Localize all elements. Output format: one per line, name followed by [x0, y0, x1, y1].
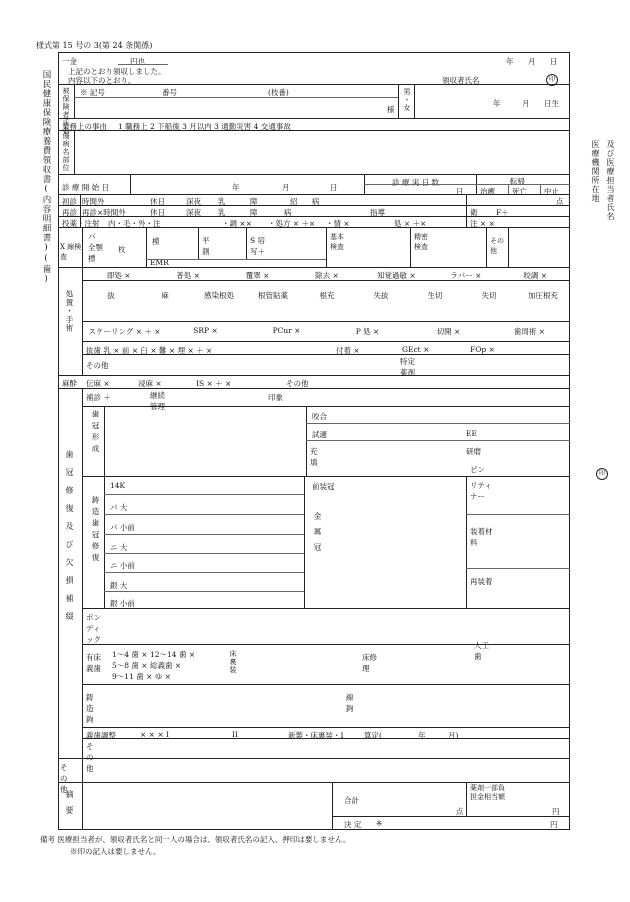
- xray-count: 枚: [118, 245, 126, 254]
- footer-note-1: 備考 医療担当者が、領収者氏名と同一人の場合は、領収者氏名の記入、押印は要しません。: [40, 835, 351, 844]
- procedure-anesthesia: 麻: [161, 291, 169, 300]
- receipt-year: 年: [506, 57, 514, 66]
- xray-full-jaw: 全顎: [88, 243, 103, 252]
- impression-label: 印象: [268, 393, 283, 402]
- floor-lining-label: 床裏装: [229, 650, 237, 674]
- procedure-devital-cut: 失切: [481, 291, 497, 300]
- copay-label: 薬剤一部負担金相当額: [470, 784, 505, 801]
- total-label: 合計: [344, 796, 359, 805]
- xray-detailed-exam: 精密検査: [414, 233, 428, 251]
- outcome-death[interactable]: 死亡: [512, 187, 527, 196]
- receipt-month: 月: [528, 57, 536, 66]
- total-point-unit: 点: [456, 807, 464, 816]
- procedure-p-treatment: P 処 ×: [355, 327, 380, 336]
- start-day: 日: [330, 183, 338, 192]
- procedure-rubber: ラバー ×: [450, 271, 482, 280]
- summary-other-label: その他: [60, 763, 68, 794]
- procedure-extract: 抜: [107, 291, 115, 300]
- filling-label: 充填: [310, 447, 318, 467]
- medication-route: 内・毛・外・注: [108, 219, 161, 228]
- reattach-label: 再装着: [470, 577, 493, 586]
- procedure-root-medicine: 根管貼薬: [258, 291, 288, 300]
- xray-pa: パ: [88, 232, 96, 241]
- mark-label: ※ 記号: [80, 88, 105, 97]
- metal-pa-large: パ 大: [110, 503, 128, 512]
- metal-ni-small: ニ 小前: [110, 561, 135, 570]
- outcome-stop[interactable]: 中止: [544, 187, 559, 196]
- denture-row-1: 1〜4 歯 × 12〜14 歯 ×: [112, 650, 196, 659]
- cast-clasp-label: 鋳造鉤: [86, 693, 94, 724]
- receipt-day: 日: [550, 57, 558, 66]
- procedure-scaling: スケーリング × ＋ ×: [88, 327, 161, 336]
- anesthesia-label: 麻酔: [62, 379, 77, 388]
- ee-label: EE: [466, 429, 477, 438]
- xray-model: 模: [152, 237, 160, 246]
- procedure-immediate: 即処 ×: [106, 271, 131, 280]
- crown-form-label: 歯冠形成: [91, 410, 100, 456]
- denture-adjust-label: 義歯調整: [86, 731, 116, 740]
- metal-14k: 14K: [110, 481, 126, 490]
- outcome-cure[interactable]: 治癒: [480, 187, 495, 196]
- trial-label: 試適: [312, 430, 327, 439]
- medication-label: 投薬・注射: [62, 219, 100, 228]
- duty-options: 1 職務上 2 下船後 3 月以内 3 通勤災害 4 交通事故: [118, 122, 291, 131]
- front-crown-label: 前装冠: [312, 482, 335, 491]
- doctor-seal-icon: 印: [596, 468, 608, 480]
- procedure-extraction-detail: 抜歯 乳 × 前 × 臼 × 難 × 埋 × ＋ ×: [86, 346, 213, 355]
- recipient-seal-icon: 印: [546, 74, 558, 86]
- amount-prefix: 一金: [62, 57, 77, 66]
- medication-prescription: ・処方 × ＋×: [268, 219, 316, 228]
- procedure-attachment: 付着 ×: [336, 346, 360, 355]
- adjust-calc: 算定(: [364, 731, 382, 740]
- decision-yen: 円: [550, 820, 558, 829]
- retainer-label: リティナー: [470, 481, 492, 501]
- recipient-label: 領収者氏名: [442, 76, 480, 85]
- honorific: 様: [387, 105, 395, 114]
- anesthesia-other: その他: [286, 379, 309, 388]
- metal-crown-label: 金属冠: [313, 512, 322, 559]
- adjust-count: × × × I: [140, 730, 169, 739]
- revisit-label: 再診: [62, 208, 77, 217]
- xray-label: X 線検査: [60, 243, 82, 261]
- procedure-normal: 普処 ×: [176, 271, 200, 280]
- birth-year: 年: [493, 99, 501, 108]
- supplement-label: 補診 ＋: [86, 393, 111, 402]
- fit-material-label: 装着材料: [470, 527, 493, 547]
- start-year: 年: [232, 183, 240, 192]
- adjust-new: 新製・床裏装・I: [288, 731, 344, 740]
- days-unit: 日: [456, 187, 464, 196]
- cast-crown-label: 鋳造歯冠修復: [91, 496, 100, 565]
- procedure-row-3: [84, 326, 570, 337]
- note-label: 摘要: [65, 790, 74, 822]
- prosthesis-label: 歯冠修復及び欠損補綴: [65, 450, 74, 630]
- duty-label: 業務上の事由: [62, 122, 107, 131]
- procedure-gect: GEct ×: [402, 345, 430, 354]
- insured-label: 被保険者氏名: [62, 87, 70, 135]
- denture-row-3: 9〜11 歯 × ゆ ×: [112, 672, 171, 681]
- start-date-label: 診 療 開 始 日: [62, 183, 110, 192]
- amount-suffix: 円也: [130, 57, 145, 66]
- procedure-vital-cut: 生切: [427, 291, 443, 300]
- procedure-periodontal: 歯周術 ×: [513, 327, 546, 336]
- bonding-label: ボンディック: [86, 613, 101, 644]
- procedure-root-fill: 根充: [319, 291, 335, 300]
- form-frame: [58, 52, 570, 830]
- procedure-pressure-fill: 加圧根充: [528, 291, 558, 300]
- sex-selector: 男・女: [403, 88, 411, 112]
- procedure-infected-root: 感染根処: [204, 291, 234, 300]
- pin-label: ピン: [470, 465, 485, 474]
- revisit-disability: 障: [250, 208, 258, 217]
- denture-row-2: 5〜8 歯 × 総義歯 ×: [112, 661, 182, 670]
- procedure-row-2: [84, 290, 570, 301]
- first-visit-hospital: 病: [312, 197, 320, 206]
- revisit-night: 深夜: [186, 208, 201, 217]
- first-visit-disability: 障: [250, 197, 258, 206]
- days-label: 診 療 実 日 数: [392, 178, 440, 187]
- form-title: 国民健康保険療養費領収書(内容明細書)(歯): [41, 70, 51, 285]
- procedure-pcur: PCur ×: [272, 326, 301, 335]
- revisit-holiday: 休日: [150, 208, 165, 217]
- adjust-month: 月): [448, 731, 459, 740]
- guidance-label: 指導: [370, 208, 385, 217]
- revisit-after-hours: 再診×時間外: [82, 208, 126, 217]
- procedure-removal: 除去 ×: [315, 271, 339, 280]
- anesthesia-infiltration: 浸麻 ×: [138, 379, 162, 388]
- receipt-statement: 上記のとおり領収しました。: [68, 67, 166, 76]
- first-visit-night: 深夜: [186, 197, 201, 206]
- adjust-level-2: II: [232, 730, 238, 739]
- floor-repair-label: 床修理: [362, 653, 377, 673]
- denture-label: 有床義歯: [86, 653, 101, 673]
- artificial-teeth-label: 人工歯: [474, 641, 489, 661]
- f-plus-label: F＋: [496, 208, 509, 217]
- procedure-srp: SRP ×: [193, 326, 218, 335]
- first-visit-label: 初診: [62, 197, 77, 206]
- metal-silver-large: 銀 大: [110, 581, 128, 590]
- anesthesia-is: IS × ＋ ×: [196, 379, 232, 388]
- birth-month: 月: [522, 99, 530, 108]
- xray-emr: EMR: [150, 258, 169, 267]
- first-visit-point-unit: 点: [556, 197, 564, 206]
- xray-s-culture: S 培: [250, 236, 266, 245]
- procedure-label: 処置・手術: [65, 290, 74, 333]
- first-visit-infant: 乳: [218, 197, 226, 206]
- procedure-fop: FOp ×: [470, 345, 495, 354]
- wire-clasp-label: 線鉤: [346, 693, 354, 713]
- medication-process: 処 × ＋×: [394, 219, 427, 228]
- procedure-incision: 切開 ×: [436, 327, 461, 336]
- adjust-year: 年: [418, 731, 426, 740]
- procedure-occlusion: 咬調 ×: [523, 271, 548, 280]
- anesthesia-conduction: 伝麻 ×: [86, 379, 110, 388]
- content-statement: 内容以下のとおり。: [68, 76, 136, 85]
- footer-note-2: ※印の記入は要しません。: [70, 847, 161, 856]
- xray-other: その他: [490, 237, 504, 255]
- branch-label: (枝番): [268, 88, 289, 97]
- decision-label: 決 定: [344, 820, 362, 829]
- procedure-devital: 失抜: [373, 291, 389, 300]
- copay-yen: 円: [552, 807, 560, 816]
- metal-ni-large: ニ 大: [110, 543, 128, 552]
- clinic-address-label: 医療機関所在地: [591, 140, 600, 203]
- first-visit-referral: 紹: [290, 197, 298, 206]
- special-material-label: 特定薬剤: [400, 357, 415, 377]
- revisit-infant: 乳: [218, 208, 226, 217]
- metal-pa-small: パ 小前: [110, 523, 135, 532]
- revisit-hospital: 病: [284, 208, 292, 217]
- outcome-label: 転帰: [510, 177, 525, 186]
- medication-info: ・情 ×: [326, 219, 350, 228]
- hygiene-label: 衛: [470, 208, 478, 217]
- xray-standard: 標: [88, 254, 96, 263]
- procedure-other: その他: [86, 361, 109, 370]
- xray-measure: 測: [202, 247, 210, 256]
- birth-day: 日生: [544, 99, 559, 108]
- decision-mark: ※: [376, 819, 383, 828]
- xray-flat: 平: [202, 236, 210, 245]
- xray-basic-exam: 基本検査: [330, 233, 344, 251]
- occlusion-label: 咬合: [312, 412, 327, 421]
- medication-dispense: ・調 ××: [222, 219, 252, 228]
- number-label: 番号: [162, 88, 177, 97]
- prosth-other-label: その他: [86, 742, 94, 773]
- first-visit-holiday: 休日: [150, 197, 165, 206]
- start-month: 月: [282, 183, 290, 192]
- procedure-capping: 覆罩 ×: [245, 271, 270, 280]
- polish-label: 研磨: [466, 447, 481, 456]
- injury-label: 傷病名部位: [62, 132, 70, 172]
- xray-photo: 写＋: [250, 247, 265, 256]
- metal-silver-small: 銀 小前: [110, 599, 135, 608]
- continuous-management: 継続管理: [150, 391, 165, 411]
- form-number: 様式第 15 号の 3(第 24 条関係): [36, 41, 153, 50]
- procedure-hypersensitivity: 知覚過敏 ×: [377, 271, 416, 280]
- medication-injection: 注 × ×: [470, 219, 495, 228]
- first-visit-after-hours: 時間外: [82, 197, 105, 206]
- doctor-name-label: 及び医療担当者氏名: [606, 140, 615, 221]
- amount-underline: [118, 64, 168, 65]
